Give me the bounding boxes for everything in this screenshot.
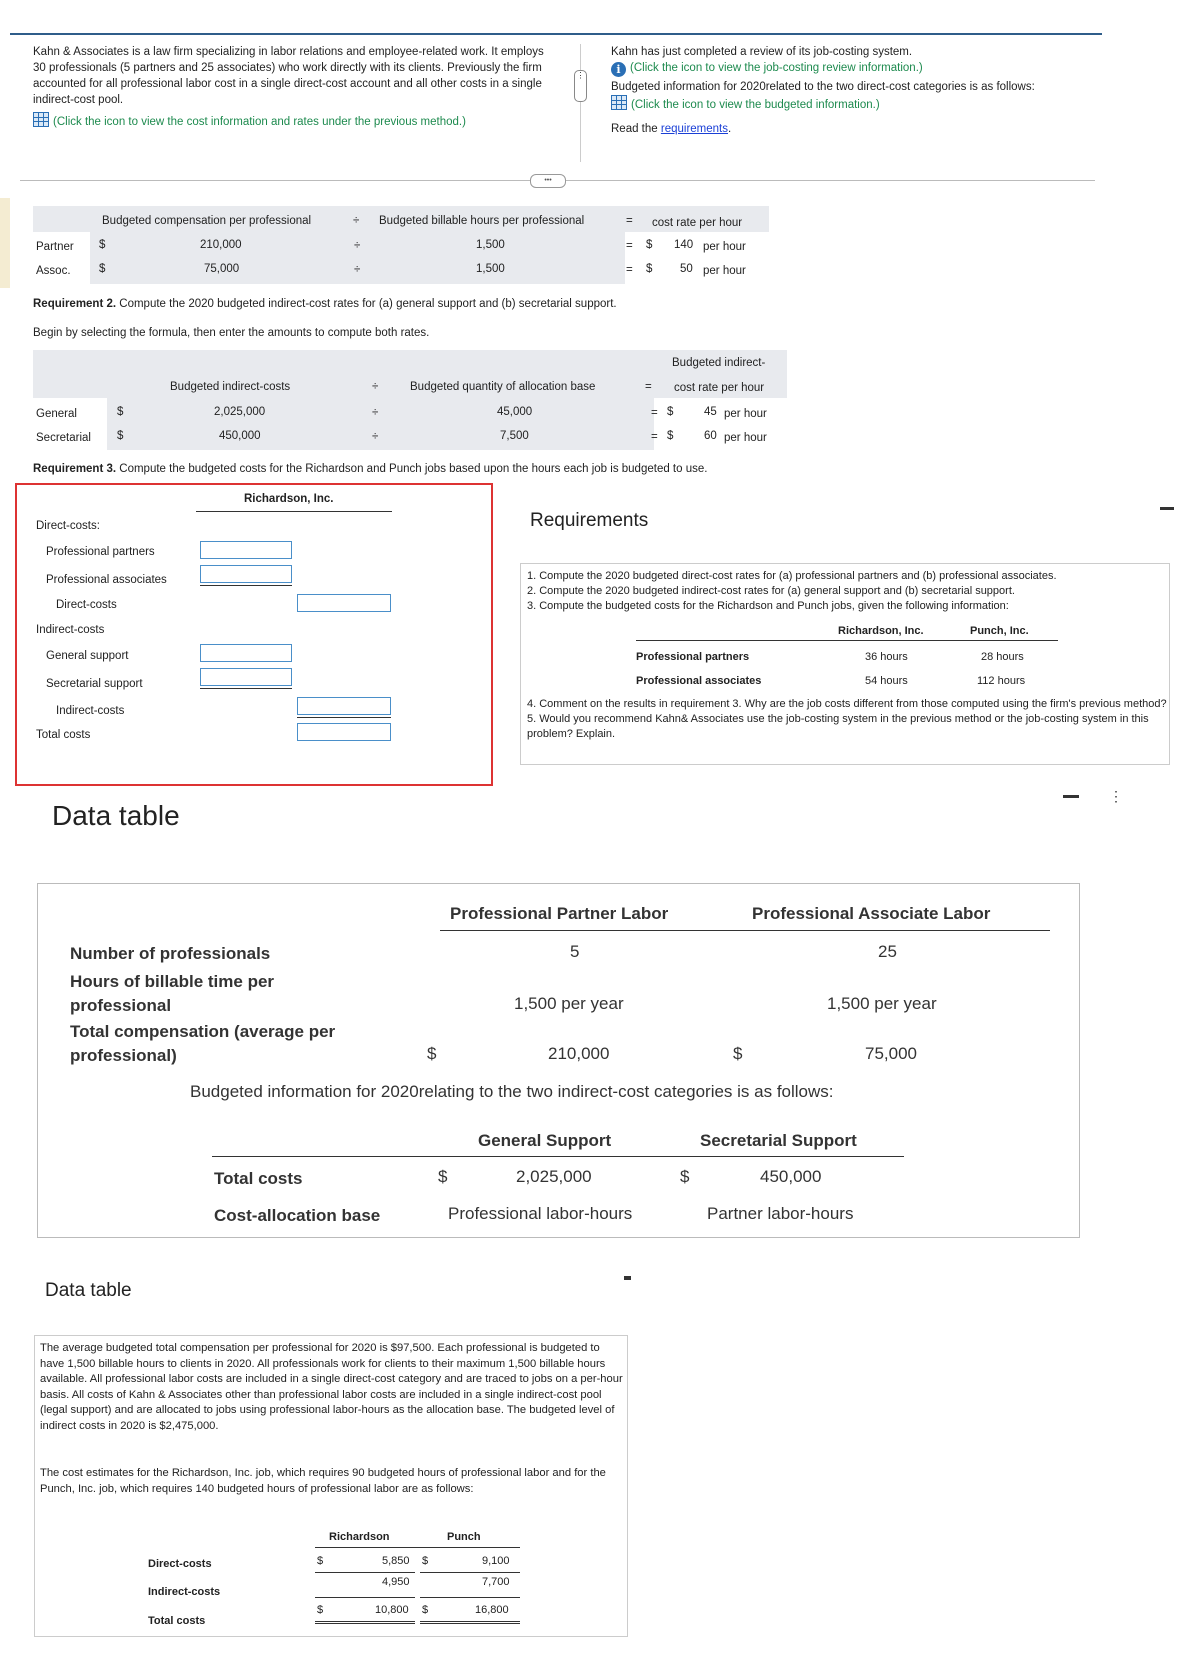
- req2-text: Compute the 2020 budgeted indirect-cost rates for (a) general support and (b) secretarial support.: [116, 298, 617, 310]
- divide-sign: ÷: [354, 264, 361, 276]
- punch-col-header: Punch: [447, 1531, 481, 1543]
- cost-info-link-text[interactable]: (Click the icon to view the cost information and rates under the previous method.): [53, 116, 466, 128]
- currency: $: [438, 1167, 448, 1186]
- currency: $: [117, 406, 124, 418]
- requirements-title: Requirements: [530, 510, 649, 531]
- partner-value: 1,500 per year: [514, 994, 624, 1013]
- req1-header-equals: =: [626, 215, 633, 227]
- currency: $: [99, 239, 106, 251]
- req2-header-costs: Budgeted indirect-costs: [170, 381, 291, 393]
- pane-resize-handle[interactable]: ⋮: [574, 70, 587, 102]
- row-label: Total costs: [148, 1615, 206, 1627]
- req2-label: Requirement 2.: [33, 298, 117, 310]
- associate-value: 25: [878, 942, 897, 961]
- header-underline: [315, 1547, 520, 1548]
- total-rule: [297, 717, 391, 718]
- rate-unit: per hour: [724, 432, 767, 444]
- header-underline: [440, 930, 1050, 931]
- general-support-label: General support: [46, 650, 129, 662]
- partner-labor-header: Professional Partner Labor: [450, 904, 669, 923]
- richardson-hours: 36 hours: [865, 651, 908, 663]
- req-table-col-punch: Punch, Inc.: [970, 625, 1029, 637]
- rate-unit: per hour: [703, 265, 746, 277]
- row-label: General: [36, 408, 77, 420]
- currency: $: [422, 1604, 429, 1616]
- equals-sign: =: [651, 431, 658, 443]
- more-icon[interactable]: ⋮: [1109, 788, 1123, 804]
- pane-divider: [580, 44, 581, 162]
- top-rule: [10, 33, 1102, 35]
- associate-value: 75,000: [865, 1044, 917, 1063]
- secretarial-support-input[interactable]: [200, 668, 292, 686]
- table-icon[interactable]: [611, 95, 627, 110]
- associates-label: Professional associates: [46, 574, 167, 586]
- double-rule: [420, 1621, 520, 1624]
- partners-label: Professional partners: [46, 546, 155, 558]
- cost-value: 450,000: [219, 430, 261, 442]
- subtotal-rule: [420, 1572, 520, 1573]
- divide-sign: ÷: [372, 407, 379, 419]
- requirement-3: 3. Compute the budgeted costs for the Richardson and Punch jobs, given the following information:: [527, 600, 1009, 612]
- partner-value: 5: [570, 942, 580, 961]
- currency: $: [427, 1044, 437, 1063]
- richardson-value: 10,800: [375, 1604, 409, 1616]
- currency: $: [317, 1604, 324, 1616]
- row-label: Hours of billable time per professional: [70, 972, 275, 1015]
- punch-value: 7,700: [482, 1576, 510, 1588]
- hours-value: 1,500: [476, 263, 505, 275]
- data-table-1-title: Data table: [52, 800, 180, 831]
- general-support-input[interactable]: [200, 644, 292, 662]
- req-table-rule: [636, 640, 1058, 641]
- row-label: Number of professionals: [70, 944, 271, 963]
- data-table-2-para2: The cost estimates for the Richardson, Inc. job, which requires 90 budgeted hours of professional labor and for the Punch, Inc. job, which requires 140 budgeted hours of professional labor are as follows:: [40, 1467, 606, 1495]
- partner-value: 210,000: [548, 1044, 610, 1063]
- subtotal-rule: [200, 585, 292, 586]
- req1-header-compensation: Budgeted compensation per professional: [102, 215, 312, 227]
- row-label: Direct-costs: [148, 1558, 212, 1570]
- currency: $: [317, 1555, 324, 1567]
- rate-value: 140: [674, 239, 694, 251]
- currency: $: [733, 1044, 743, 1063]
- requirement-2: 2. Compute the 2020 budgeted indirect-cost rates for (a) general support and (b) secretarial support.: [527, 585, 1015, 597]
- req3-text: Compute the budgeted costs for the Richardson and Punch jobs based upon the hours each job is budgeted to use.: [116, 463, 708, 475]
- row-label: Secretarial: [36, 432, 91, 444]
- req2-title: [33, 296, 617, 312]
- direct-costs-total-label: Direct-costs: [56, 599, 117, 611]
- budget-line: Budgeted information for 2020related to the two direct-cost categories is as follows:: [611, 81, 1035, 93]
- richardson-value: 4,950: [382, 1576, 410, 1588]
- read-suffix: .: [728, 123, 732, 135]
- header-underline: [196, 511, 392, 512]
- expand-button[interactable]: •••: [530, 174, 566, 188]
- hours-value: 1,500: [476, 239, 505, 251]
- row-label: Partner: [36, 241, 74, 253]
- currency: $: [646, 263, 653, 275]
- requirement-5: 5. Would you recommend Kahn& Associates use the job-costing system in the previous method or the job-costing system in this problem? Explain.: [527, 713, 1149, 740]
- req3-label: Requirement 3.: [33, 463, 117, 475]
- equals-sign: =: [651, 407, 658, 419]
- partners-input[interactable]: [200, 541, 292, 559]
- req1-header-hours: Budgeted billable hours per professional: [379, 215, 585, 227]
- richardson-col-header: Richardson: [329, 1531, 390, 1543]
- associate-value: 1,500 per year: [827, 994, 937, 1013]
- punch-value: 9,100: [482, 1555, 510, 1567]
- compensation-value: 75,000: [204, 263, 240, 275]
- divide-sign: ÷: [354, 240, 361, 252]
- req2-header-rate-line1: Budgeted indirect-: [672, 357, 766, 369]
- req2-instruction: Begin by selecting the formula, then enter the amounts to compute both rates.: [33, 327, 430, 339]
- quantity-value: 7,500: [500, 430, 529, 442]
- subtotal-rule: [315, 1572, 415, 1573]
- row-label: Total compensation (average per professional): [70, 1022, 336, 1065]
- currency: $: [667, 406, 674, 418]
- intro-left: [33, 44, 553, 130]
- associate-labor-header: Professional Associate Labor: [752, 904, 991, 923]
- cost-info-link[interactable]: [33, 112, 553, 130]
- rate-value: 50: [680, 263, 693, 275]
- secretarial-support-value: Partner labor-hours: [707, 1204, 854, 1223]
- row-label: Professional partners: [636, 651, 750, 663]
- equals-sign: =: [626, 264, 633, 276]
- currency: $: [646, 239, 653, 251]
- total-costs-label: Total costs: [36, 729, 91, 741]
- richardson-value: 5,850: [382, 1555, 410, 1567]
- req3-title: [33, 461, 707, 477]
- data-table-2-para1: The average budgeted total compensation per professional for 2020 is $97,500. Each professional is budgeted to have 1,500 billable hours to clients in 2020. All professionals work for clients to their maximum 1,500 billable hours available. All professional labor costs are included in a single direct-cost category and are traced to jobs on a per-hour basis. All costs of Kahn & Associates other than professional labor costs are included in a single indirect-cost pool (legal support) and are allocated to jobs using professional labor-hours as the allocation base. The budgeted level of indirect costs in 2020 is $2,475,000.: [40, 1342, 623, 1432]
- req2-header-divide: ÷: [372, 381, 379, 393]
- row-label: Professional associates: [636, 675, 762, 687]
- requirement-1: 1. Compute the 2020 budgeted direct-cost rates for (a) professional partners and (b) professional associates.: [527, 570, 1057, 582]
- currency: $: [680, 1167, 690, 1186]
- general-support-value: Professional labor-hours: [448, 1204, 633, 1223]
- row-label: Indirect-costs: [148, 1586, 221, 1598]
- secretarial-support-value: 450,000: [760, 1167, 822, 1186]
- currency: $: [99, 263, 106, 275]
- req1-header-divide: ÷: [353, 215, 360, 227]
- direct-costs-total-input[interactable]: [297, 594, 391, 612]
- rate-value: 45: [704, 406, 717, 418]
- review-info-link-text[interactable]: (Click the icon to view the job-costing review information.): [630, 62, 923, 74]
- scroll-highlight: [0, 198, 10, 288]
- subtotal-rule: [200, 688, 292, 689]
- review-line: Kahn has just completed a review of its job-costing system.: [611, 46, 913, 58]
- intro-right: [611, 44, 1111, 137]
- total-rule: [315, 1597, 415, 1598]
- row-label: Total costs: [214, 1169, 303, 1188]
- indirect-costs-total-label: Indirect-costs: [56, 705, 125, 717]
- general-support-value: 2,025,000: [516, 1167, 592, 1186]
- punch-value: 16,800: [475, 1604, 509, 1616]
- currency: $: [667, 430, 674, 442]
- currency: $: [422, 1555, 429, 1567]
- requirements-list-1: [527, 569, 1167, 614]
- equals-sign: =: [626, 240, 633, 252]
- quantity-value: 45,000: [497, 406, 533, 418]
- read-requirements: [611, 121, 1111, 137]
- punch-hours: 112 hours: [977, 675, 1026, 687]
- requirements-link[interactable]: requirements: [660, 123, 728, 135]
- data-table-2-title: Data table: [45, 1280, 132, 1301]
- req2-header-rate-line2: cost rate per hour: [674, 382, 765, 394]
- direct-costs-heading: Direct-costs:: [36, 520, 100, 532]
- budget-info-link-text[interactable]: (Click the icon to view the budgeted information.): [631, 99, 880, 111]
- indirect-costs-total-input[interactable]: [297, 697, 391, 715]
- compensation-value: 210,000: [200, 239, 242, 251]
- punch-hours: 28 hours: [981, 651, 1024, 663]
- total-rule: [420, 1597, 520, 1598]
- rate-value: 60: [704, 430, 717, 442]
- header-underline: [212, 1156, 904, 1157]
- intro-paragraph: Kahn & Associates is a law firm specializing in labor relations and employee-related work. It employs 30 professionals (5 partners and 25 associates) who work directly with its clients. Previously the firm accounted for all professional labor cost in a single direct-cost account and all other costs in a single indirect-cost pool.: [33, 46, 544, 106]
- secretarial-support-label: Secretarial support: [46, 678, 143, 690]
- info-icon[interactable]: i: [611, 62, 626, 77]
- req1-header-rate: cost rate per hour: [652, 217, 743, 229]
- minimize-icon[interactable]: [1160, 507, 1174, 510]
- general-support-header: General Support: [478, 1131, 612, 1150]
- budget-info-link[interactable]: [611, 95, 1111, 113]
- read-prefix: Read the: [611, 123, 661, 135]
- requirements-list-2: [527, 697, 1167, 742]
- row-label: Assoc.: [36, 265, 71, 277]
- cost-value: 2,025,000: [214, 406, 266, 418]
- richardson-column-header: Richardson, Inc.: [244, 493, 334, 505]
- requirement-4: 4. Comment on the results in requirement 3. Why are the job costs different from those computed using the firm's previous method?: [527, 698, 1167, 710]
- rate-unit: per hour: [703, 241, 746, 253]
- table-icon[interactable]: [33, 112, 49, 127]
- row-label: Cost-allocation base: [214, 1206, 381, 1225]
- currency: $: [117, 430, 124, 442]
- minimize-icon[interactable]: [1063, 795, 1079, 798]
- minimize-icon[interactable]: [624, 1276, 631, 1280]
- richardson-hours: 54 hours: [865, 675, 908, 687]
- associates-input[interactable]: [200, 565, 292, 583]
- total-costs-input[interactable]: [297, 723, 391, 741]
- divide-sign: ÷: [372, 431, 379, 443]
- indirect-budget-subtitle: Budgeted information for 2020relating to the two indirect-cost categories is as follows:: [190, 1082, 834, 1101]
- req2-header-quantity: Budgeted quantity of allocation base: [410, 381, 596, 393]
- req2-header-equals: =: [645, 381, 652, 393]
- secretarial-support-header: Secretarial Support: [700, 1131, 857, 1150]
- review-info-link[interactable]: [611, 60, 1111, 77]
- rate-unit: per hour: [724, 408, 767, 420]
- req2-body-shade: [107, 398, 654, 450]
- req-table-col-richardson: Richardson, Inc.: [838, 625, 924, 637]
- double-rule: [315, 1621, 415, 1624]
- indirect-costs-heading: Indirect-costs: [36, 624, 105, 636]
